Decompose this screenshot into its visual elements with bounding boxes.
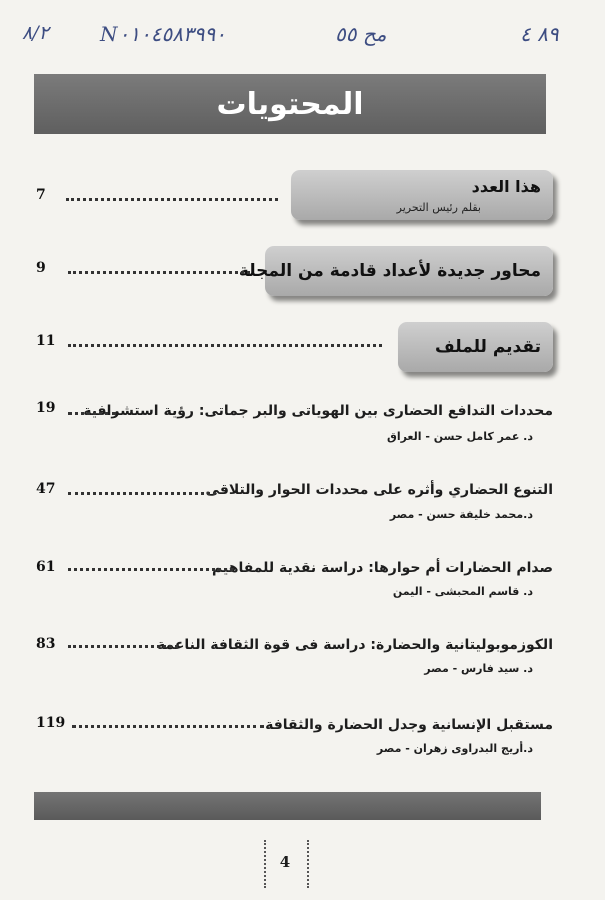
article-title: التنوع الحضاري وأثره على محددات الحوار والتلاقى xyxy=(205,482,553,498)
article-author: د. عمر كامل حسن - العراق xyxy=(386,430,533,443)
dot-leader xyxy=(68,645,178,648)
footer-bar xyxy=(34,792,541,820)
page-number: 4 xyxy=(279,853,291,871)
article-author: د. قاسم المحبشى - اليمن xyxy=(392,585,533,598)
page-ref: 83 xyxy=(36,636,56,652)
page-ref: 9 xyxy=(36,260,46,276)
article-title: الكوزموبوليتانية والحضارة: دراسة فى قوة الثقافة الناعمة xyxy=(156,637,553,653)
section-box-file-intro xyxy=(398,322,553,372)
section-title: تقديم للملف xyxy=(435,337,541,357)
footer-divider-left xyxy=(264,840,266,888)
page-ref: 11 xyxy=(36,333,56,349)
article-author: د.أريج البدراوى زهران - مصر xyxy=(376,742,533,755)
dot-leader xyxy=(72,725,264,728)
page-title: المحتويات xyxy=(216,86,364,122)
section-subtitle: بقلم رئيس التحرير xyxy=(396,201,481,214)
contents-title-bar xyxy=(34,74,546,134)
footer-divider-right xyxy=(307,840,309,888)
section-title: محاور جديدة لأعداد قادمة من المجلة xyxy=(238,261,541,281)
article-title: محددات التدافع الحضارى بين الهوياتى والبر جماتى: رؤية استشرافية xyxy=(83,403,553,419)
dot-leader xyxy=(68,412,116,415)
dot-leader xyxy=(68,271,250,274)
dot-leader xyxy=(68,344,382,347)
page-ref: 47 xyxy=(36,481,56,497)
handwritten-fraction: ٨/٢ xyxy=(22,22,49,44)
handwritten-code: N٠١٠٤٥٨٣٩٩٠ xyxy=(100,22,226,46)
page-ref: 19 xyxy=(36,400,56,416)
article-title: مستقبل الإنسانية وجدل الحضارة والثقافة xyxy=(265,717,553,733)
dot-leader xyxy=(66,198,278,201)
section-title: هذا العدد xyxy=(471,177,541,196)
dot-leader xyxy=(68,492,216,495)
section-box-this-issue xyxy=(291,170,553,220)
article-author: د.محمد خليفة حسن - مصر xyxy=(389,508,533,521)
dot-leader xyxy=(68,568,233,571)
article-title: صدام الحضارات أم حوارها: دراسة نقدية للمفاهيم xyxy=(212,560,553,576)
handwritten-number: ٨٩ ٤ xyxy=(520,22,559,46)
article-author: د. سيد فارس - مصر xyxy=(424,662,533,675)
section-box-future-axes xyxy=(238,246,553,296)
page-ref: 119 xyxy=(36,715,66,731)
page-ref: 61 xyxy=(36,559,56,575)
handwritten-note: مح ٥٥ xyxy=(335,22,387,46)
page-ref: 7 xyxy=(36,187,46,203)
